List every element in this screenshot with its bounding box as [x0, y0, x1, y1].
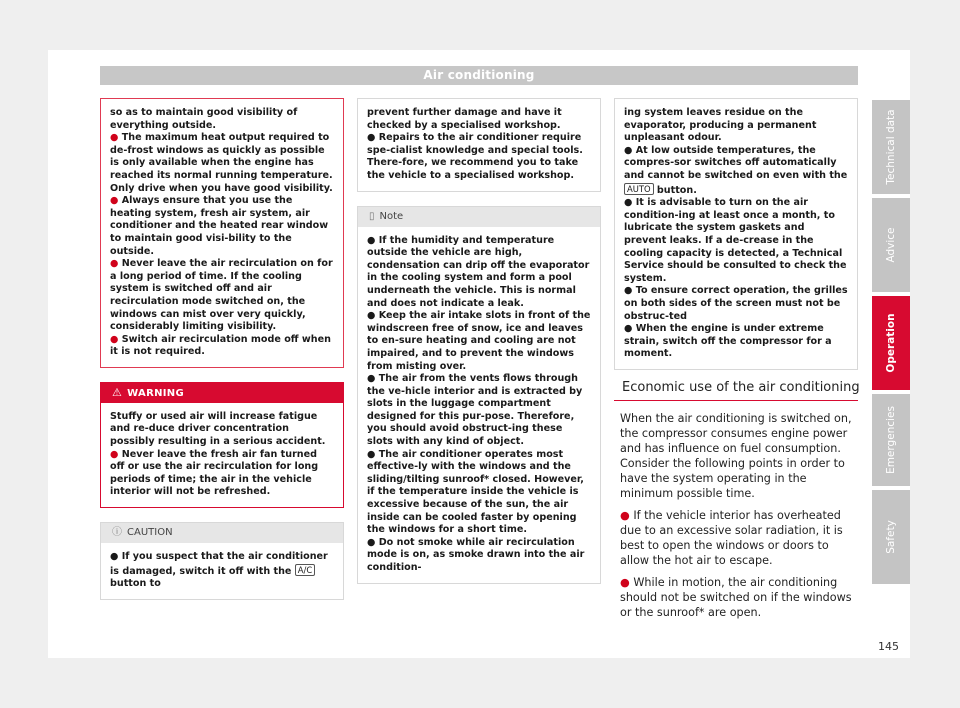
caution-circle-icon: ⓘ [112, 527, 122, 539]
list-item: ● It is advisable to turn on the air condition-ing at least once a month, to lubricate the system gaskets and prevent leaks. If a de-crease in the cooling capacity is detected, a Technical Service should be consulted to check the system. [624, 197, 847, 284]
warning-intro: Stuffy or used air will increase fatigue and re-duce driver concentration possibly resulting in a serious accident. [110, 410, 326, 448]
tab-safety[interactable]: Safety [872, 490, 910, 584]
tab-advice[interactable]: Advice [872, 198, 910, 292]
caution-header: ⓘ CAUTION [101, 523, 343, 543]
warning-header: ⚠ WARNING [101, 383, 343, 403]
column-left [100, 98, 344, 600]
list-item: ● When the engine is under extreme strain, switch off the compressor for a moment. [624, 323, 832, 360]
section-divider [614, 400, 858, 401]
list-item: ● The air from the vents flows through the ve-hicle interior and is extracted by slots in the luggage compartment designed for this pur-pose. Therefore, you should avoid obstruct-ing these slots with any kind of object. [367, 373, 583, 448]
list-item: ● Repairs to the air conditioner require spe-cialist knowledge and special tools. There-fore, we recommend you to take the vehicle to a specialised workshop. [367, 132, 583, 181]
list-item: ● The air conditioner operates most effective-ly with the windows and the sliding/tilting sunroof* closed. However, if the temperature inside the vehicle is excessive because of the sun, the air inside can be cooled faster by opening the windows for a short time. [367, 448, 584, 536]
tab-operation[interactable]: Operation [872, 296, 910, 390]
list-item: ● At low outside temperatures, the compres-sor switches off automatically and cannot be switched on even with the AUTO button. [624, 144, 848, 196]
note-icon: ▯ [369, 210, 375, 222]
tab-technical-data[interactable]: Technical data [872, 100, 910, 194]
warning-box [100, 382, 344, 508]
note-box [357, 206, 601, 584]
warning-triangle-icon: ⚠ [112, 385, 123, 399]
list-item: ● Switch air recirculation mode off when it is not required. [110, 333, 331, 358]
section-body [620, 411, 860, 627]
box-intro: ing system leaves residue on the evaporator, producing a permanent unpleasant odour. [624, 107, 817, 144]
column-middle [357, 98, 601, 584]
auto-key-label: AUTO [624, 183, 654, 195]
note-header: ▯ Note [358, 207, 600, 227]
list-item: ● If you suspect that the air conditioner is damaged, switch it off with the A/C button to [110, 551, 328, 590]
list-item: ● The maximum heat output required to de-frost windows as quickly as possible is only available when the engine has reached its normal running temperature. Only drive when you have good visibility. [110, 132, 333, 194]
page-number: 145 [878, 640, 899, 653]
paragraph: When the air conditioning is switched on, the compressor consumes engine power and has influence on fuel consumption. Consider the following points in order to have the system operating in the minimum possible time. [620, 412, 852, 500]
box-intro: so as to maintain good visibility of everything outside. [110, 107, 298, 131]
ac-key-label: A/C [295, 564, 315, 576]
box-intro: prevent further damage and have it checked by a specialised workshop. [367, 107, 562, 131]
list-item: ● Do not smoke while air recirculation mode is on, as smoke drawn into the air condition- [367, 536, 585, 573]
note-continuation-box [614, 98, 858, 370]
list-item: ● Always ensure that you use the heating system, fresh air system, air conditioner and the heated rear window to maintain good visi-bility to the outside. [110, 195, 329, 257]
warning-continuation-box [100, 98, 344, 368]
caution-box [100, 522, 344, 600]
list-item: ● To ensure correct operation, the grilles on both sides of the screen must not be obstruc-ted [624, 285, 848, 322]
section-title: Economic use of the air conditioning [622, 380, 860, 395]
column-right [614, 98, 858, 370]
list-item: ● If the humidity and temperature outside the vehicle are high, condensation can drip off the evaporator in the cooling system and form a pool underneath the vehicle. This is normal and does not indicate a leak. [367, 234, 590, 309]
list-item: ● Never leave the fresh air fan turned off or use the air recirculation for long periods of time; the air in the vehicle interior will not be refreshed. [110, 448, 319, 498]
list-item: ● Keep the air intake slots in front of the windscreen free of snow, ice and leaves to en-sure heating and cooling are not impaired, and to prevent the windows from misting over. [367, 310, 591, 372]
page-header: Air conditioning [100, 66, 858, 85]
tab-emergencies[interactable]: Emergencies [872, 394, 910, 486]
caution-continuation-box [357, 98, 601, 192]
list-item: ● While in motion, the air conditioning should not be switched on if the windows or the sunroof* are open. [620, 576, 852, 619]
list-item: ● If the vehicle interior has overheated due to an excessive solar radiation, it is best to open the windows or doors to allow the hot air to escape. [620, 509, 843, 567]
list-item: ● Never leave the air recirculation on for a long period of time. If the cooling system is switched off and air recirculation mode switched on, the windows can mist over very quickly, considerably limiting visibility. [110, 258, 333, 333]
